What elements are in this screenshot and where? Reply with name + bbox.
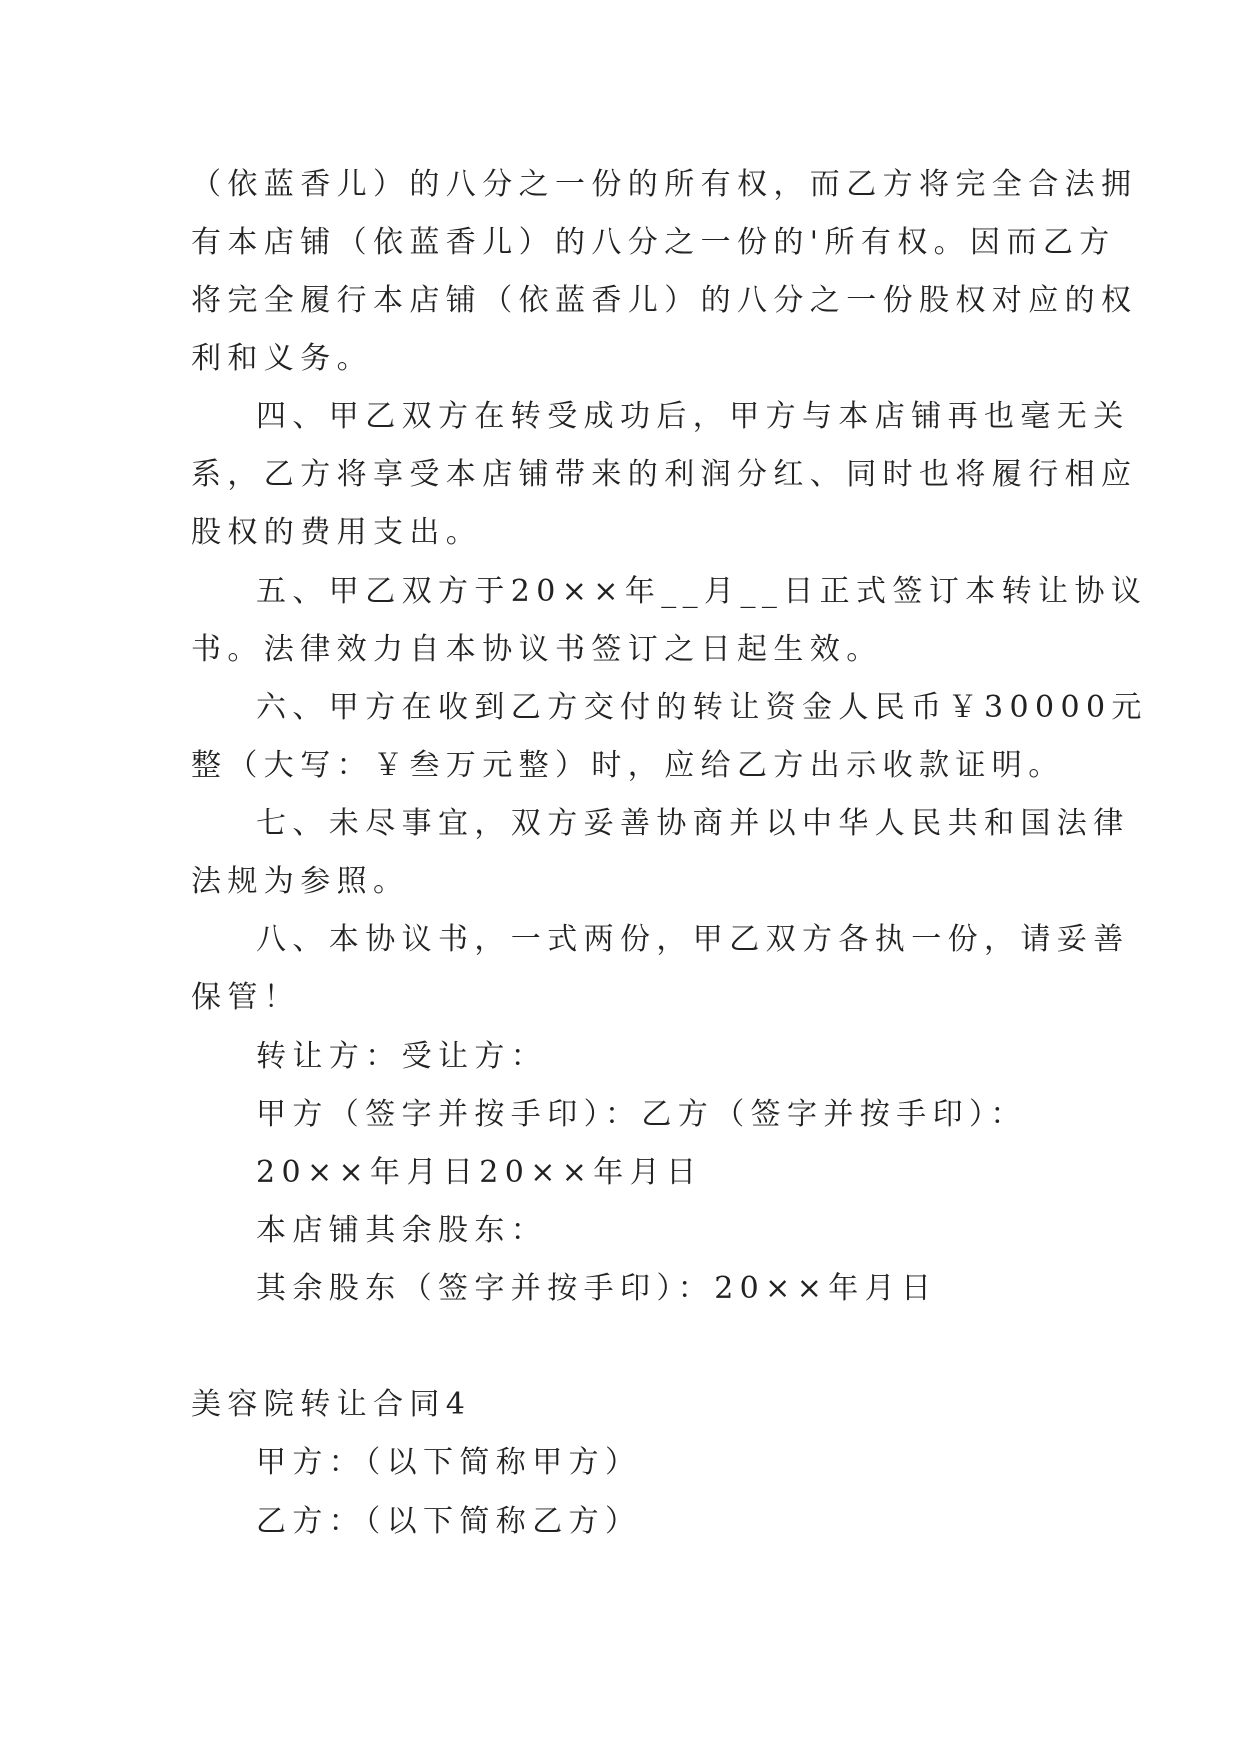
signature-line: 甲方（签字并按手印）：乙方（签字并按手印）： — [256, 1097, 1027, 1132]
shareholders-label: 本店铺其余股东： — [256, 1213, 548, 1248]
paragraph-line: 系，乙方将享受本店铺带来的利润分红、同时也将履行相应 — [191, 457, 1138, 492]
shareholders-signature-line: 其余股东（签字并按手印）：20××年月日 — [256, 1271, 938, 1306]
party-a-line: 甲方：（以下简称甲方） — [256, 1445, 642, 1480]
paragraph-line: 将完全履行本店铺（依蓝香儿）的八分之一份股权对应的权 — [191, 283, 1138, 318]
clause-seven-line: 七、未尽事宜，双方妥善协商并以中华人民共和国法律 — [256, 806, 1130, 841]
paragraph-line: 股权的费用支出。 — [191, 515, 483, 550]
section-heading: 美容院转让合同4 — [191, 1387, 472, 1422]
date-line: 20××年月日20××年月日 — [256, 1155, 703, 1190]
paragraph-line: 保管！ — [191, 980, 301, 1015]
clause-eight-line: 八、本协议书，一式两份，甲乙双方各执一份，请妥善 — [256, 922, 1130, 957]
paragraph-line: （依蓝香儿）的八分之一份的所有权，而乙方将完全合法拥 — [191, 167, 1138, 202]
party-b-line: 乙方：（以下简称乙方） — [256, 1504, 642, 1539]
paragraph-line: 利和义务。 — [191, 341, 373, 376]
paragraph-line: 书。法律效力自本协议书签订之日起生效。 — [191, 632, 883, 667]
clause-six-line: 六、甲方在收到乙方交付的转让资金人民币￥30000元 — [256, 690, 1148, 725]
clause-four-line: 四、甲乙双方在转受成功后，甲方与本店铺再也毫无关 — [256, 399, 1130, 434]
signature-parties-line: 转让方：受让方： — [256, 1039, 548, 1074]
paragraph-line: 法规为参照。 — [191, 864, 410, 899]
paragraph-line: 有本店铺（依蓝香儿）的八分之一份的'所有权。因而乙方 — [191, 225, 1116, 260]
clause-five-line: 五、甲乙双方于20××年__月__日正式签订本转让协议 — [256, 574, 1148, 609]
paragraph-line: 整（大写：￥叁万元整）时，应给乙方出示收款证明。 — [191, 748, 1065, 783]
